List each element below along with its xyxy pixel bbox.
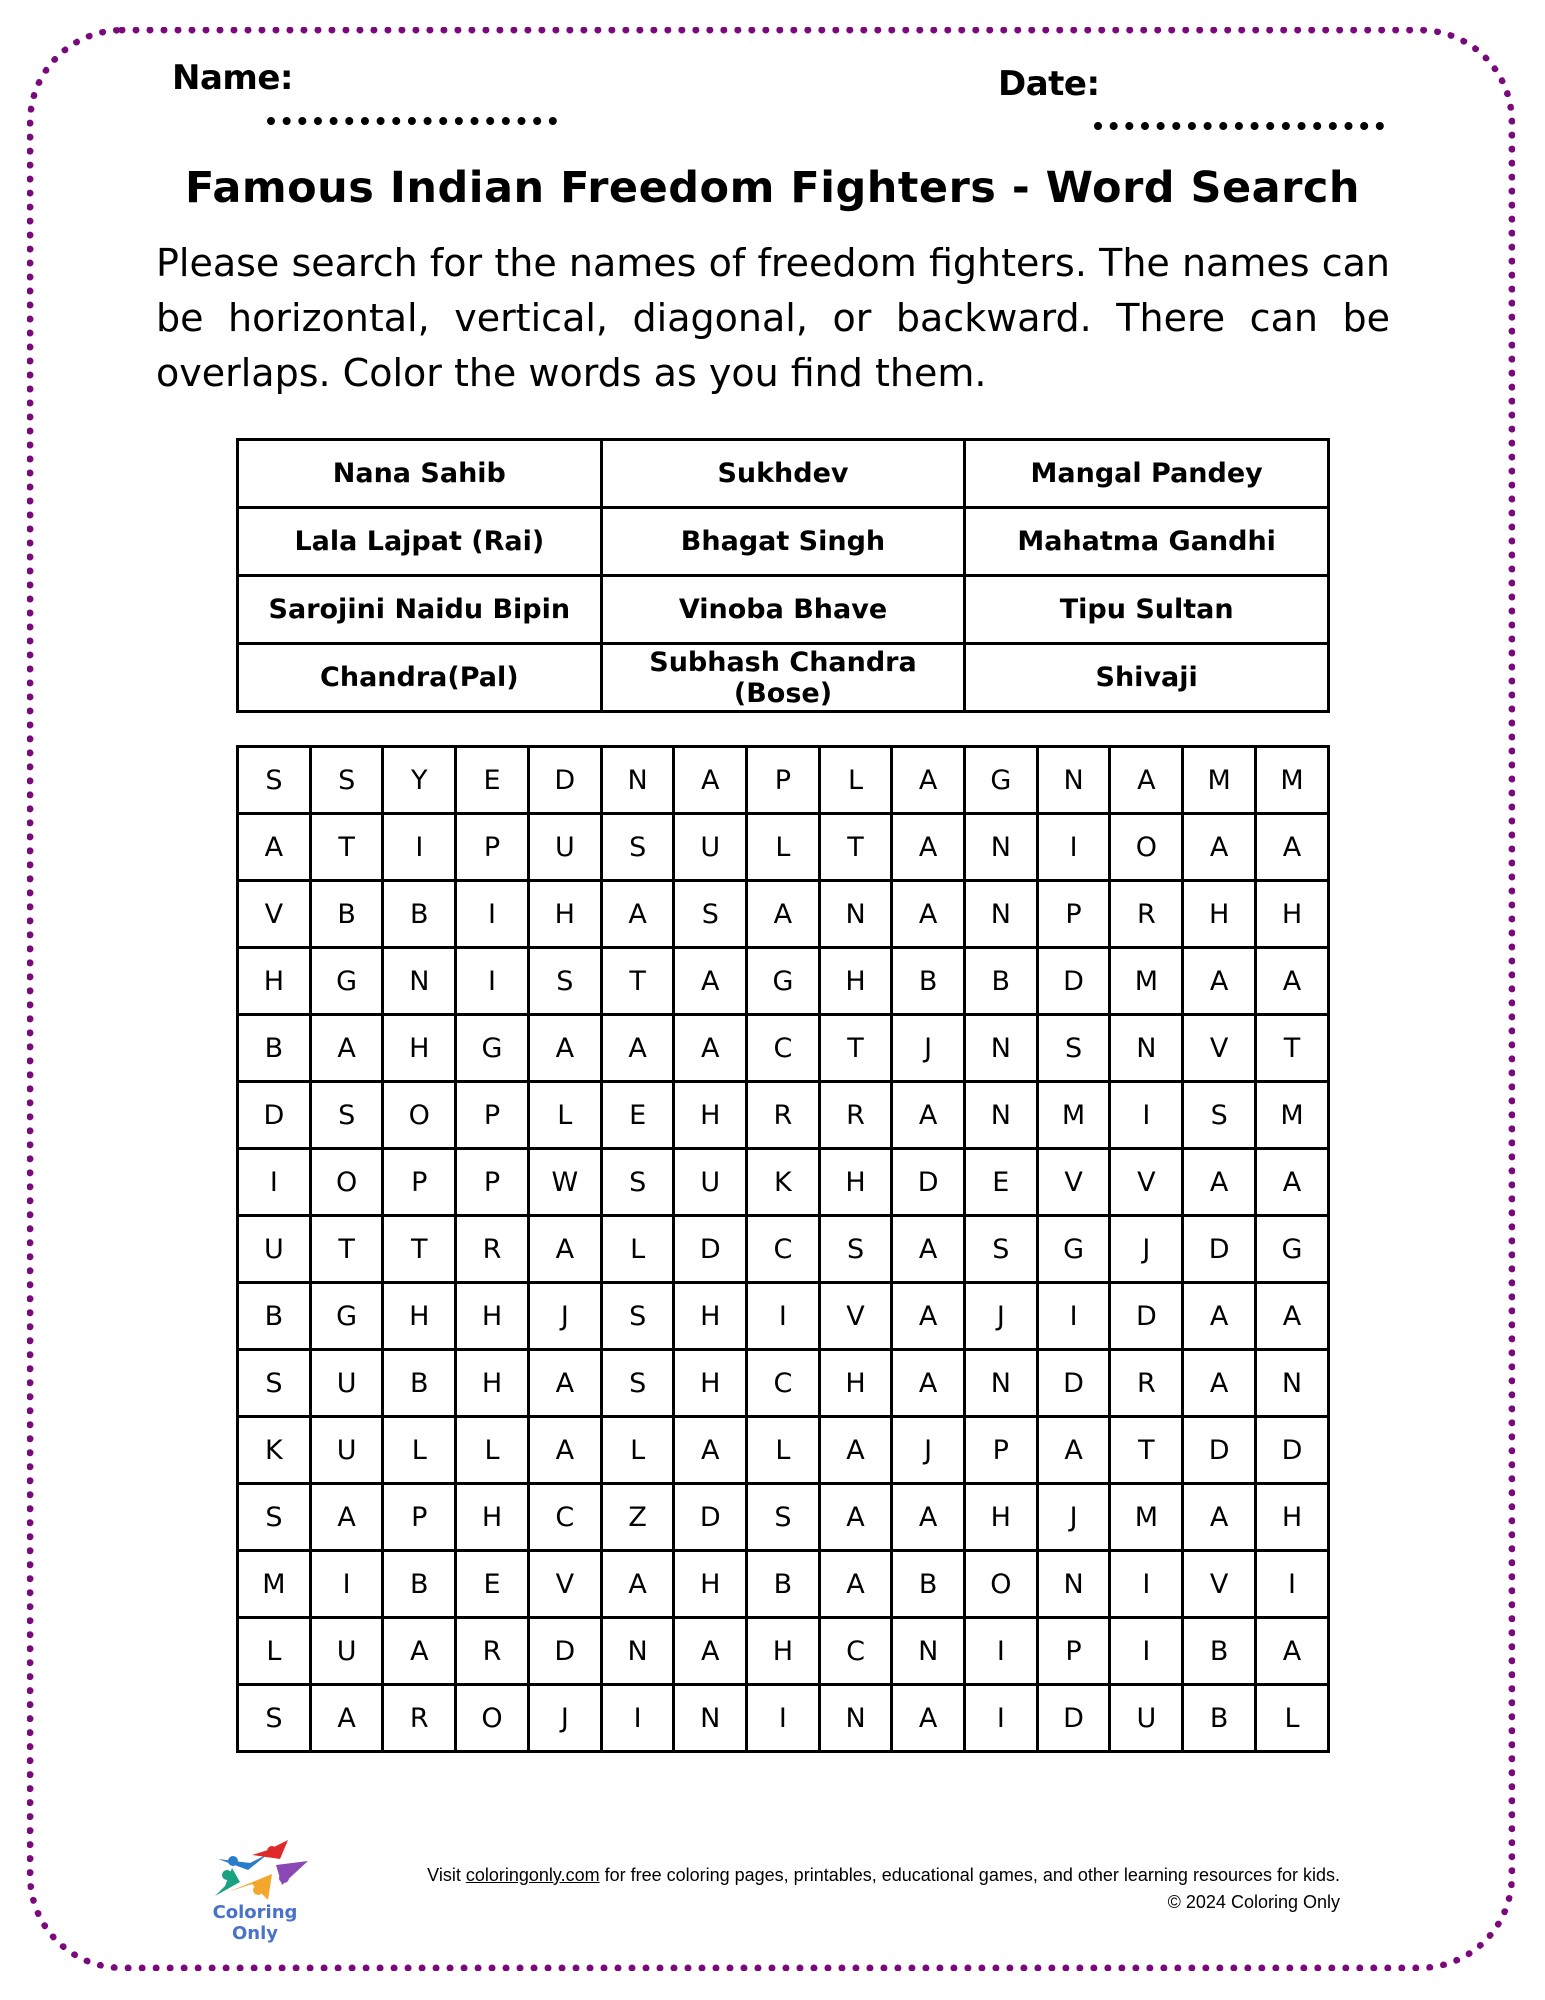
grid-cell[interactable]: S xyxy=(601,1149,674,1216)
grid-cell[interactable]: N xyxy=(383,948,456,1015)
word-list-item: Shivaji xyxy=(965,644,1329,712)
grid-cell[interactable]: L xyxy=(747,1417,820,1484)
grid-cell[interactable]: A xyxy=(601,1551,674,1618)
coloringonly-link[interactable]: coloringonly.com xyxy=(465,1865,600,1885)
grid-cell[interactable]: B xyxy=(310,881,383,948)
grid-cell[interactable]: R xyxy=(456,1618,529,1685)
grid-cell[interactable]: C xyxy=(747,1216,820,1283)
grid-cell[interactable]: I xyxy=(1256,1551,1329,1618)
grid-cell[interactable]: O xyxy=(310,1149,383,1216)
grid-cell[interactable]: B xyxy=(238,1283,311,1350)
grid-cell[interactable]: A xyxy=(1183,1149,1256,1216)
word-list-table xyxy=(236,438,1330,713)
grid-cell[interactable]: A xyxy=(674,1417,747,1484)
word-list-row xyxy=(238,508,1329,576)
grid-cell[interactable]: I xyxy=(1110,1618,1183,1685)
grid-row xyxy=(238,1685,1329,1752)
word-list-row xyxy=(238,440,1329,508)
grid-cell[interactable]: I xyxy=(964,1618,1037,1685)
grid-row xyxy=(238,1082,1329,1149)
grid-cell[interactable]: I xyxy=(383,814,456,881)
grid-cell[interactable]: A xyxy=(238,814,311,881)
grid-cell[interactable]: A xyxy=(674,747,747,814)
grid-cell[interactable]: A xyxy=(1110,747,1183,814)
word-list-item: Chandra(Pal) xyxy=(238,644,602,712)
grid-cell[interactable]: A xyxy=(1183,1350,1256,1417)
grid-cell[interactable]: A xyxy=(1183,1484,1256,1551)
grid-cell[interactable]: E xyxy=(601,1082,674,1149)
grid-cell[interactable]: A xyxy=(892,1216,965,1283)
grid-row xyxy=(238,814,1329,881)
grid-cell[interactable]: A xyxy=(383,1618,456,1685)
grid-cell[interactable]: S xyxy=(601,1350,674,1417)
grid-cell[interactable]: L xyxy=(819,747,892,814)
grid-cell[interactable]: R xyxy=(1110,881,1183,948)
grid-cell[interactable]: H xyxy=(456,1283,529,1350)
grid-cell[interactable]: I xyxy=(1110,1551,1183,1618)
grid-cell[interactable]: P xyxy=(747,747,820,814)
grid-cell[interactable]: I xyxy=(1110,1082,1183,1149)
word-list-item: Sukhdev xyxy=(601,440,965,508)
word-list-item: Mahatma Gandhi xyxy=(965,508,1329,576)
grid-cell[interactable]: I xyxy=(747,1685,820,1752)
grid-cell[interactable]: D xyxy=(1037,1350,1110,1417)
people-star-logo-icon xyxy=(190,1840,320,1902)
grid-cell[interactable]: P xyxy=(383,1149,456,1216)
grid-cell[interactable]: M xyxy=(1256,747,1329,814)
grid-cell[interactable]: B xyxy=(1183,1685,1256,1752)
grid-cell[interactable]: U xyxy=(674,1149,747,1216)
grid-cell[interactable]: D xyxy=(528,747,601,814)
grid-cell[interactable]: S xyxy=(674,881,747,948)
coloring-only-logo[interactable] xyxy=(190,1840,320,1944)
grid-cell[interactable]: I xyxy=(964,1685,1037,1752)
grid-cell[interactable]: I xyxy=(456,881,529,948)
grid-cell[interactable]: U xyxy=(310,1417,383,1484)
word-list-item: Mangal Pandey xyxy=(965,440,1329,508)
grid-cell[interactable]: V xyxy=(1183,1551,1256,1618)
grid-cell[interactable]: A xyxy=(601,1015,674,1082)
grid-cell[interactable]: S xyxy=(1037,1015,1110,1082)
grid-cell[interactable]: A xyxy=(528,1015,601,1082)
grid-cell[interactable]: L xyxy=(528,1082,601,1149)
grid-cell[interactable]: O xyxy=(1110,814,1183,881)
word-list-item: Lala Lajpat (Rai) xyxy=(238,508,602,576)
grid-cell[interactable]: H xyxy=(528,881,601,948)
grid-cell[interactable]: T xyxy=(310,1216,383,1283)
grid-cell[interactable]: A xyxy=(1256,814,1329,881)
grid-row xyxy=(238,1149,1329,1216)
grid-cell[interactable]: A xyxy=(1256,1283,1329,1350)
logo-text: Coloring Only xyxy=(212,1902,298,1944)
page-title: Famous Indian Freedom Fighters - Word Search xyxy=(184,163,1361,213)
grid-cell[interactable]: I xyxy=(747,1283,820,1350)
grid-cell[interactable]: Y xyxy=(383,747,456,814)
grid-cell[interactable]: H xyxy=(674,1283,747,1350)
grid-cell[interactable]: E xyxy=(964,1149,1037,1216)
grid-cell[interactable]: O xyxy=(456,1685,529,1752)
grid-cell[interactable]: N xyxy=(601,1618,674,1685)
grid-cell[interactable]: H xyxy=(819,948,892,1015)
grid-cell[interactable]: D xyxy=(674,1216,747,1283)
grid-cell[interactable]: H xyxy=(383,1015,456,1082)
grid-cell[interactable]: D xyxy=(892,1149,965,1216)
grid-cell[interactable]: U xyxy=(1110,1685,1183,1752)
grid-cell[interactable]: V xyxy=(528,1551,601,1618)
grid-cell[interactable]: S xyxy=(747,1484,820,1551)
grid-cell[interactable]: E xyxy=(456,747,529,814)
grid-cell[interactable]: T xyxy=(383,1216,456,1283)
grid-cell[interactable]: N xyxy=(819,881,892,948)
grid-cell[interactable]: P xyxy=(1037,1618,1110,1685)
grid-cell[interactable]: R xyxy=(1110,1350,1183,1417)
grid-cell[interactable]: N xyxy=(964,881,1037,948)
grid-cell[interactable]: A xyxy=(892,1685,965,1752)
grid-cell[interactable]: A xyxy=(674,948,747,1015)
grid-cell[interactable]: J xyxy=(964,1283,1037,1350)
grid-cell[interactable]: J xyxy=(528,1685,601,1752)
visit-suffix: for free coloring pages, printables, educational games, and other learning resources for kids. xyxy=(599,1865,1340,1885)
grid-cell[interactable]: A xyxy=(528,1417,601,1484)
grid-cell[interactable]: N xyxy=(964,814,1037,881)
name-field[interactable] xyxy=(267,117,557,125)
grid-cell[interactable]: S xyxy=(601,1283,674,1350)
grid-cell[interactable]: S xyxy=(238,1484,311,1551)
grid-cell[interactable]: J xyxy=(528,1283,601,1350)
grid-cell[interactable]: R xyxy=(747,1082,820,1149)
grid-cell[interactable]: U xyxy=(528,814,601,881)
grid-cell[interactable]: A xyxy=(528,1216,601,1283)
grid-cell[interactable]: S xyxy=(964,1216,1037,1283)
grid-cell[interactable]: H xyxy=(964,1484,1037,1551)
grid-cell[interactable]: M xyxy=(1256,1082,1329,1149)
grid-cell[interactable]: H xyxy=(238,948,311,1015)
grid-cell[interactable]: W xyxy=(528,1149,601,1216)
grid-cell[interactable]: N xyxy=(1110,1015,1183,1082)
grid-cell[interactable]: P xyxy=(383,1484,456,1551)
grid-cell[interactable]: P xyxy=(456,814,529,881)
grid-cell[interactable]: A xyxy=(892,814,965,881)
grid-cell[interactable]: C xyxy=(819,1618,892,1685)
grid-cell[interactable]: D xyxy=(1037,1685,1110,1752)
grid-row xyxy=(238,1484,1329,1551)
grid-cell[interactable]: B xyxy=(383,1551,456,1618)
grid-cell[interactable]: G xyxy=(456,1015,529,1082)
grid-cell[interactable]: K xyxy=(747,1149,820,1216)
grid-cell[interactable]: H xyxy=(674,1551,747,1618)
grid-cell[interactable]: L xyxy=(601,1216,674,1283)
grid-cell[interactable]: G xyxy=(1256,1216,1329,1283)
grid-cell[interactable]: T xyxy=(1110,1417,1183,1484)
grid-cell[interactable]: A xyxy=(1256,1618,1329,1685)
grid-cell[interactable]: G xyxy=(747,948,820,1015)
grid-cell[interactable]: N xyxy=(1037,747,1110,814)
grid-cell[interactable]: S xyxy=(601,814,674,881)
grid-cell[interactable]: U xyxy=(674,814,747,881)
grid-cell[interactable]: L xyxy=(456,1417,529,1484)
grid-cell[interactable]: H xyxy=(456,1484,529,1551)
grid-cell[interactable]: A xyxy=(601,881,674,948)
grid-row xyxy=(238,1350,1329,1417)
grid-cell[interactable]: I xyxy=(456,948,529,1015)
footer-visit-line xyxy=(345,1862,1340,1889)
grid-cell[interactable]: H xyxy=(1183,881,1256,948)
grid-cell[interactable]: I xyxy=(1037,1283,1110,1350)
grid-cell[interactable]: R xyxy=(819,1082,892,1149)
grid-cell[interactable]: A xyxy=(1256,948,1329,1015)
grid-cell[interactable]: N xyxy=(964,1082,1037,1149)
grid-cell[interactable]: N xyxy=(1037,1551,1110,1618)
grid-cell[interactable]: A xyxy=(819,1484,892,1551)
grid-cell[interactable]: M xyxy=(1037,1082,1110,1149)
grid-cell[interactable]: H xyxy=(383,1283,456,1350)
grid-cell[interactable]: N xyxy=(819,1685,892,1752)
word-list-row xyxy=(238,644,1329,712)
grid-cell[interactable]: B xyxy=(383,881,456,948)
grid-cell[interactable]: A xyxy=(892,1082,965,1149)
grid-cell[interactable]: T xyxy=(1256,1015,1329,1082)
word-list-item: Subhash Chandra (Bose) xyxy=(601,644,965,712)
visit-prefix: Visit xyxy=(427,1865,466,1885)
word-list-item: Tipu Sultan xyxy=(965,576,1329,644)
grid-cell[interactable]: V xyxy=(1183,1015,1256,1082)
grid-cell[interactable]: D xyxy=(1183,1417,1256,1484)
grid-cell[interactable]: H xyxy=(819,1149,892,1216)
date-field[interactable] xyxy=(1094,122,1384,130)
grid-cell[interactable]: S xyxy=(238,747,311,814)
grid-cell[interactable]: P xyxy=(456,1149,529,1216)
grid-cell[interactable]: A xyxy=(310,1015,383,1082)
grid-cell[interactable]: A xyxy=(674,1618,747,1685)
grid-cell[interactable]: A xyxy=(310,1484,383,1551)
date-label: Date: xyxy=(998,64,1100,104)
grid-cell[interactable]: J xyxy=(1110,1216,1183,1283)
grid-cell[interactable]: M xyxy=(1110,1484,1183,1551)
grid-cell[interactable]: K xyxy=(238,1417,311,1484)
grid-cell[interactable]: H xyxy=(674,1082,747,1149)
grid-cell[interactable]: V xyxy=(819,1283,892,1350)
grid-cell[interactable]: P xyxy=(964,1417,1037,1484)
grid-cell[interactable]: L xyxy=(601,1417,674,1484)
grid-cell[interactable]: O xyxy=(964,1551,1037,1618)
word-search-grid xyxy=(236,745,1330,1753)
grid-cell[interactable]: M xyxy=(238,1551,311,1618)
grid-cell[interactable]: H xyxy=(819,1350,892,1417)
grid-cell[interactable]: R xyxy=(456,1216,529,1283)
grid-cell[interactable]: A xyxy=(819,1551,892,1618)
grid-cell[interactable]: J xyxy=(892,1417,965,1484)
grid-cell[interactable]: C xyxy=(747,1350,820,1417)
grid-cell[interactable]: V xyxy=(1110,1149,1183,1216)
copyright: © 2024 Coloring Only xyxy=(1167,1892,1340,1912)
grid-cell[interactable]: N xyxy=(601,747,674,814)
grid-cell[interactable]: A xyxy=(528,1350,601,1417)
grid-cell[interactable]: B xyxy=(1183,1618,1256,1685)
grid-cell[interactable]: D xyxy=(528,1618,601,1685)
grid-cell[interactable]: N xyxy=(964,1015,1037,1082)
grid-cell[interactable]: N xyxy=(964,1350,1037,1417)
grid-cell[interactable]: T xyxy=(601,948,674,1015)
grid-cell[interactable]: C xyxy=(528,1484,601,1551)
grid-cell[interactable]: Z xyxy=(601,1484,674,1551)
word-list-item: Vinoba Bhave xyxy=(601,576,965,644)
grid-cell[interactable]: H xyxy=(674,1350,747,1417)
grid-row xyxy=(238,1618,1329,1685)
grid-cell[interactable]: A xyxy=(1037,1417,1110,1484)
grid-cell[interactable]: S xyxy=(819,1216,892,1283)
grid-cell[interactable]: A xyxy=(892,1484,965,1551)
grid-cell[interactable]: A xyxy=(747,881,820,948)
grid-cell[interactable]: D xyxy=(1110,1283,1183,1350)
grid-cell[interactable]: A xyxy=(1183,1283,1256,1350)
grid-cell[interactable]: N xyxy=(674,1685,747,1752)
grid-cell[interactable]: M xyxy=(1110,948,1183,1015)
grid-cell[interactable]: S xyxy=(1183,1082,1256,1149)
grid-cell[interactable]: L xyxy=(383,1417,456,1484)
grid-cell[interactable]: U xyxy=(310,1618,383,1685)
grid-cell[interactable]: G xyxy=(310,948,383,1015)
grid-row xyxy=(238,948,1329,1015)
grid-cell[interactable]: D xyxy=(1256,1417,1329,1484)
grid-cell[interactable]: S xyxy=(528,948,601,1015)
grid-cell[interactable]: M xyxy=(1183,747,1256,814)
grid-cell[interactable]: B xyxy=(892,1551,965,1618)
grid-cell[interactable]: R xyxy=(383,1685,456,1752)
grid-cell[interactable]: G xyxy=(964,747,1037,814)
word-list-item: Bhagat Singh xyxy=(601,508,965,576)
grid-cell[interactable]: I xyxy=(238,1149,311,1216)
grid-row xyxy=(238,1216,1329,1283)
grid-cell[interactable]: V xyxy=(238,881,311,948)
grid-cell[interactable]: S xyxy=(310,747,383,814)
grid-cell[interactable]: H xyxy=(1256,1484,1329,1551)
grid-cell[interactable]: I xyxy=(601,1685,674,1752)
grid-row xyxy=(238,881,1329,948)
word-list-item: Sarojini Naidu Bipin xyxy=(238,576,602,644)
grid-row xyxy=(238,1283,1329,1350)
grid-cell[interactable]: B xyxy=(747,1551,820,1618)
grid-cell[interactable]: A xyxy=(892,1283,965,1350)
grid-cell[interactable]: T xyxy=(310,814,383,881)
grid-cell[interactable]: B xyxy=(383,1350,456,1417)
grid-cell[interactable]: L xyxy=(747,814,820,881)
grid-cell[interactable]: B xyxy=(238,1015,311,1082)
grid-cell[interactable]: G xyxy=(310,1283,383,1350)
grid-cell[interactable]: A xyxy=(892,1350,965,1417)
grid-cell[interactable]: H xyxy=(747,1618,820,1685)
grid-cell[interactable]: I xyxy=(1037,814,1110,881)
grid-cell[interactable]: B xyxy=(892,948,965,1015)
grid-cell[interactable]: N xyxy=(1256,1350,1329,1417)
grid-cell[interactable]: U xyxy=(310,1350,383,1417)
grid-row xyxy=(238,747,1329,814)
grid-cell[interactable]: U xyxy=(238,1216,311,1283)
name-label: Name: xyxy=(172,58,293,98)
grid-cell[interactable]: A xyxy=(819,1417,892,1484)
grid-cell[interactable]: S xyxy=(310,1082,383,1149)
grid-cell[interactable]: A xyxy=(1183,814,1256,881)
grid-cell[interactable]: A xyxy=(674,1015,747,1082)
grid-cell[interactable]: J xyxy=(892,1015,965,1082)
grid-cell[interactable]: N xyxy=(892,1618,965,1685)
grid-cell[interactable]: I xyxy=(310,1551,383,1618)
grid-cell[interactable]: P xyxy=(456,1082,529,1149)
grid-cell[interactable]: S xyxy=(238,1350,311,1417)
grid-cell[interactable]: L xyxy=(1256,1685,1329,1752)
grid-cell[interactable]: L xyxy=(238,1618,311,1685)
grid-cell[interactable]: A xyxy=(1256,1149,1329,1216)
grid-cell[interactable]: B xyxy=(964,948,1037,1015)
grid-cell[interactable]: E xyxy=(456,1551,529,1618)
word-list-item: Nana Sahib xyxy=(238,440,602,508)
footer-text xyxy=(345,1862,1340,1916)
grid-cell[interactable]: T xyxy=(819,814,892,881)
grid-cell[interactable]: S xyxy=(238,1685,311,1752)
grid-cell[interactable]: D xyxy=(674,1484,747,1551)
grid-cell[interactable]: O xyxy=(383,1082,456,1149)
grid-cell[interactable]: T xyxy=(819,1015,892,1082)
word-list-row xyxy=(238,576,1329,644)
grid-cell[interactable]: A xyxy=(892,881,965,948)
grid-row xyxy=(238,1551,1329,1618)
grid-cell[interactable]: H xyxy=(1256,881,1329,948)
grid-cell[interactable]: J xyxy=(1037,1484,1110,1551)
grid-cell[interactable]: A xyxy=(310,1685,383,1752)
grid-cell[interactable]: H xyxy=(456,1350,529,1417)
grid-cell[interactable]: D xyxy=(238,1082,311,1149)
grid-row xyxy=(238,1417,1329,1484)
grid-cell[interactable]: V xyxy=(1037,1149,1110,1216)
grid-cell[interactable]: A xyxy=(1183,948,1256,1015)
grid-cell[interactable]: C xyxy=(747,1015,820,1082)
grid-cell[interactable]: D xyxy=(1037,948,1110,1015)
grid-cell[interactable]: G xyxy=(1037,1216,1110,1283)
instructions-text: Please search for the names of freedom fighters. The names can be horizontal, vertical, diagonal, or backward. There can be overlaps. Color the words as you find them. xyxy=(156,241,1390,395)
grid-row xyxy=(238,1015,1329,1082)
grid-cell[interactable]: A xyxy=(892,747,965,814)
grid-cell[interactable]: D xyxy=(1183,1216,1256,1283)
grid-cell[interactable]: P xyxy=(1037,881,1110,948)
